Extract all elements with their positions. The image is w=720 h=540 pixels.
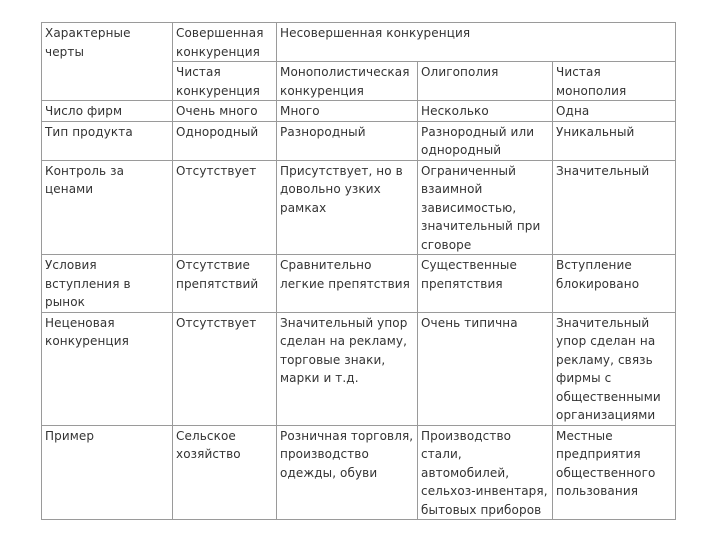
table-row (42, 160, 676, 255)
header-features: Характерные черты (42, 23, 173, 101)
cell-oligopoly: Несколько (418, 101, 553, 122)
cell-oligopoly: Разнородный или однородный (418, 121, 553, 160)
cell-monopolistic: Розничная торговля, производство одежды, обуви (277, 425, 418, 520)
cell-oligopoly: Существенные препятствия (418, 255, 553, 313)
cell-oligopoly: Ограниченный взаимной зависимостью, значительный при сговоре (418, 160, 553, 255)
cell-oligopoly: Очень типична (418, 312, 553, 425)
subheader-pure-monopoly: Чистая монополия (553, 62, 676, 101)
cell-monopoly: Местные предприятия общественного пользования (553, 425, 676, 520)
cell-pure: Однородный (173, 121, 277, 160)
cell-monopolistic: Много (277, 101, 418, 122)
cell-monopolistic: Значительный упор сделан на рекламу, торговые знаки, марки и т.д. (277, 312, 418, 425)
header-imperfect-competition: Несовершенная конкуренция (277, 23, 676, 62)
cell-pure: Сельское хозяйство (173, 425, 277, 520)
cell-monopoly: Уникальный (553, 121, 676, 160)
cell-pure: Очень много (173, 101, 277, 122)
market-structures-table (41, 22, 676, 520)
cell-monopoly: Вступление блокировано (553, 255, 676, 313)
row-feature: Неценовая конкуренция (42, 312, 173, 425)
row-feature: Пример (42, 425, 173, 520)
subheader-oligopoly: Олигополия (418, 62, 553, 101)
row-feature: Условия вступления в рынок (42, 255, 173, 313)
row-feature: Тип продукта (42, 121, 173, 160)
subheader-monopolistic: Монополистическая конкуренция (277, 62, 418, 101)
cell-monopoly: Одна (553, 101, 676, 122)
table-row (42, 255, 676, 313)
table-row (42, 312, 676, 425)
row-feature: Число фирм (42, 101, 173, 122)
cell-monopoly: Значительный (553, 160, 676, 255)
cell-pure: Отсутствует (173, 160, 277, 255)
header-perfect-competition: Совершенная конкуренция (173, 23, 277, 62)
cell-oligopoly: Производство стали, автомобилей, сельхоз-инвентаря, бытовых приборов (418, 425, 553, 520)
table-row (42, 101, 676, 122)
row-feature: Контроль за ценами (42, 160, 173, 255)
cell-monopolistic: Разнородный (277, 121, 418, 160)
subheader-pure-competition: Чистая конкуренция (173, 62, 277, 101)
cell-monopoly: Значительный упор сделан на рекламу, связь фирмы с общественными организациями (553, 312, 676, 425)
table-row (42, 121, 676, 160)
table-row (42, 425, 676, 520)
cell-monopolistic: Сравнительно легкие препятствия (277, 255, 418, 313)
cell-monopolistic: Присутствует, но в довольно узких рамках (277, 160, 418, 255)
cell-pure: Отсутствие препятствий (173, 255, 277, 313)
cell-pure: Отсутствует (173, 312, 277, 425)
header-row (42, 23, 676, 62)
